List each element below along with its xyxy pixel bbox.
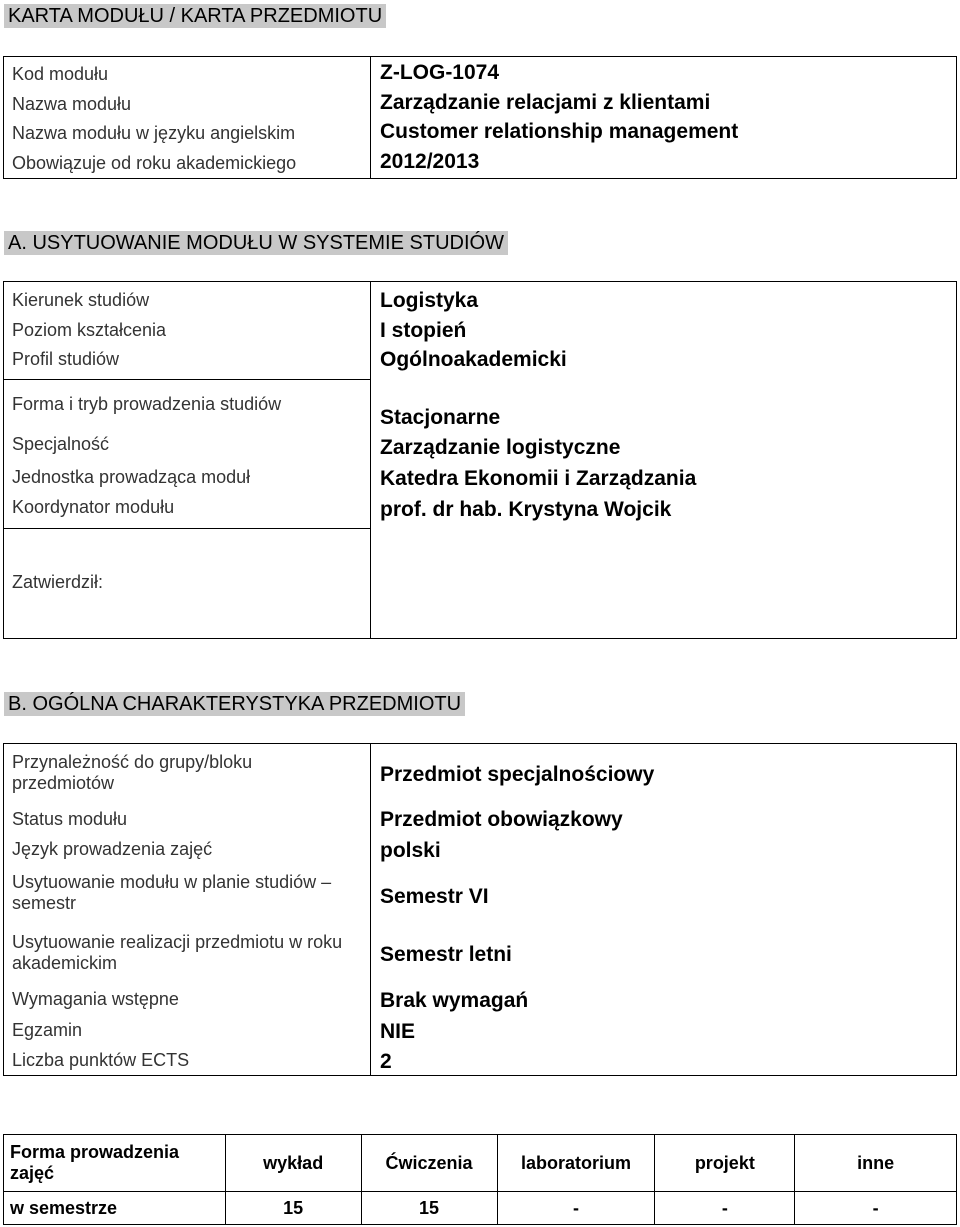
academic-year-placement-label: Usytuowanie realizacji przedmiotu w roku akademickim	[12, 932, 343, 973]
subject-group-label: Przynależność do grupy/bloku przedmiotów	[12, 752, 253, 793]
ects-label: Liczba punktów ECTS	[12, 1050, 190, 1070]
page-title: KARTA MODUŁU / KARTA PRZEDMIOTU	[4, 4, 386, 28]
section-a-box	[3, 281, 957, 639]
column-divider	[370, 282, 371, 638]
table-cell: 15	[225, 1192, 361, 1225]
field-of-study-value: Logistyka	[380, 289, 479, 312]
table-cell: -	[497, 1192, 655, 1225]
teaching-unit-value: Katedra Ekonomii i Zarządzania	[380, 467, 697, 490]
academic-year-placement-value: Semestr letni	[380, 943, 512, 966]
class-forms-table	[3, 1134, 957, 1225]
education-level-label: Poziom kształcenia	[12, 320, 167, 340]
module-name-en-value: Customer relationship management	[380, 120, 739, 143]
specialty-label: Specjalność	[12, 434, 110, 454]
table-row-label: w semestrze	[4, 1192, 226, 1225]
table-header-row	[4, 1135, 957, 1192]
section-a-title: A. USYTUOWANIE MODUŁU W SYSTEMIE STUDIÓW	[4, 231, 508, 255]
row-divider	[4, 379, 370, 380]
exam-value: NIE	[380, 1020, 416, 1043]
approved-label: Zatwierdził:	[12, 572, 104, 592]
study-mode-value: Stacjonarne	[380, 406, 501, 429]
ects-value: 2	[380, 1050, 392, 1073]
table-cell: -	[655, 1192, 795, 1225]
study-profile-value: Ogólnoakademicki	[380, 348, 567, 371]
education-level-value: I stopień	[380, 319, 467, 342]
teaching-unit-label: Jednostka prowadząca moduł	[12, 467, 251, 487]
table-header-cell: projekt	[655, 1135, 795, 1192]
table-header-cell: laboratorium	[497, 1135, 655, 1192]
study-mode-label: Forma i tryb prowadzenia studiów	[12, 394, 282, 414]
language-label: Język prowadzenia zajęć	[12, 839, 213, 859]
module-status-label: Status modułu	[12, 809, 128, 829]
table-cell: 15	[361, 1192, 497, 1225]
row-divider	[4, 528, 370, 529]
specialty-value: Zarządzanie logistyczne	[380, 436, 621, 459]
module-code-value: Z-LOG-1074	[380, 61, 500, 84]
table-header-cell: Forma prowadzenia zajęć	[4, 1135, 226, 1192]
academic-year-value: 2012/2013	[380, 150, 480, 173]
prerequisites-value: Brak wymagań	[380, 989, 529, 1012]
module-name-en-label: Nazwa modułu w języku angielskim	[12, 123, 296, 143]
table-row	[4, 1192, 957, 1225]
section-b-title: B. OGÓLNA CHARAKTERYSTYKA PRZEDMIOTU	[4, 692, 465, 716]
coordinator-label: Koordynator modułu	[12, 497, 175, 517]
table-header-cell: Ćwiczenia	[361, 1135, 497, 1192]
language-value: polski	[380, 839, 441, 862]
module-header-box	[3, 56, 957, 179]
subject-group-value: Przedmiot specjalnościowy	[380, 763, 655, 786]
module-code-label: Kod modułu	[12, 64, 109, 84]
academic-year-label: Obowiązuje od roku akademickiego	[12, 153, 297, 173]
table-cell: -	[795, 1192, 957, 1225]
study-profile-label: Profil studiów	[12, 349, 120, 369]
column-divider	[370, 57, 371, 178]
field-of-study-label: Kierunek studiów	[12, 290, 150, 310]
module-name-label: Nazwa modułu	[12, 94, 132, 114]
semester-placement-label: Usytuowanie modułu w planie studiów – semestr	[12, 872, 332, 913]
semester-placement-value: Semestr VI	[380, 885, 489, 908]
module-status-value: Przedmiot obowiązkowy	[380, 808, 623, 831]
exam-label: Egzamin	[12, 1020, 83, 1040]
table-header-cell: inne	[795, 1135, 957, 1192]
prerequisites-label: Wymagania wstępne	[12, 989, 179, 1009]
module-name-value: Zarządzanie relacjami z klientami	[380, 91, 711, 114]
section-b-box	[3, 743, 957, 1076]
table-header-cell: wykład	[225, 1135, 361, 1192]
coordinator-value: prof. dr hab. Krystyna Wojcik	[380, 498, 672, 521]
